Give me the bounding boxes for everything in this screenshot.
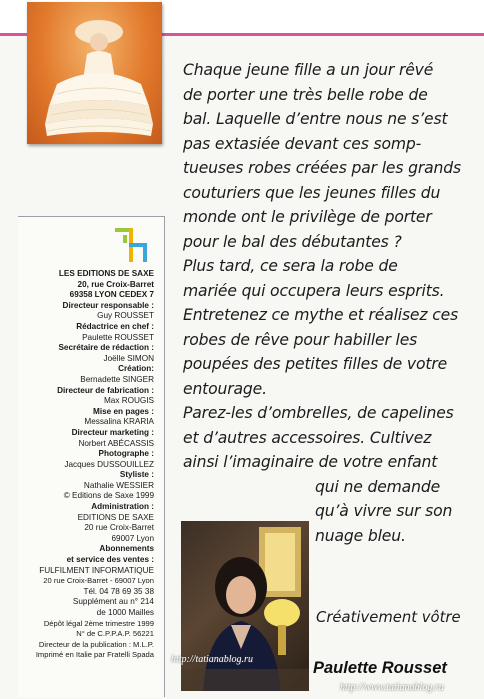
credit-person: Norbert ABÉCASSIS [78,438,154,448]
supplement-1: Supplément au n° 214 [72,597,154,607]
publisher-credits [20,269,154,661]
credit-person: Messalina KRARIA [84,417,154,427]
text-line: robes de rêve pour habiller les [183,330,418,349]
publisher-logo [113,225,149,265]
text-line: bal. Laquelle d’entre nous ne s’est [183,110,448,128]
legal-2: N° de C.P.P.A.P. 56221 [76,629,154,639]
credit-person: Nathalie WESSIER [83,480,154,490]
copyright: © Editions de Saxe 1999 [63,491,154,501]
credit-role: Directeur marketing : [71,427,154,437]
credit-person: Guy ROUSSET [97,311,154,321]
text-line: Chaque jeune fille a un jour rêvé [183,61,434,79]
author-name: Paulette Rousset [313,659,447,677]
credit-role: Directeur responsable : [62,300,154,310]
legal-1: Dépôt légal 2ème trimestre 1999 [43,618,154,628]
admin-address-1: 20 rue Croix-Barret [84,523,154,533]
text-line: pas extasiée devant ces somp- [183,134,422,153]
editorial-text [183,58,475,548]
sales-address: 20 rue Croix-Barret - 69007 Lyon [43,576,154,586]
text-line: Parez-les d’ombrelles, de capelines [183,404,454,422]
admin-name: EDITIONS DE SAXE [77,512,154,522]
credit-role: Secrétaire de rédaction : [58,343,154,353]
text-line: qu’à vivre sur son [315,502,453,520]
doll-illustration [27,2,162,144]
credit-role: Mise en pages : [93,406,154,416]
credit-role: Styliste : [119,470,154,480]
closing-line: Créativement vôtre [316,609,461,626]
text-line: entourage. [183,379,267,398]
watermark-left: http://tatianablog.ru [171,654,253,665]
text-line: monde ont le privilège de porter [183,208,432,226]
text-line: de porter une très belle robe de [183,85,428,104]
author-portrait [181,521,309,691]
text-line: ainsi l’imaginaire de votre enfant [183,453,438,471]
text-line: qui ne demande [315,477,441,496]
publisher-address-1: 20, rue Croix-Barret [77,279,154,289]
sales-label-1: Abonnements [99,544,154,554]
text-line: Entretenez ce mythe et réalisez ces [183,306,459,324]
supplement-2: de 1000 Mailles [96,608,154,617]
text-line: mariée qui occupera leurs esprits. [183,281,445,300]
phone: Tél. 04 78 69 35 38 [83,586,154,596]
sales-name: FULFILMENT INFORMATIQUE [39,565,154,575]
admin-address-2: 69007 Lyon [111,533,154,543]
credit-person: Jacques DUSSOUILLEZ [64,459,154,469]
text-line: tueuses robes créées par les grands [183,159,461,177]
text-line: nuage bleu. [315,526,406,545]
admin-label: Administration : [91,502,154,512]
credit-role: Création: [118,364,154,374]
publisher-name: LES EDITIONS DE SAXE [58,269,154,278]
publisher-address-2: 69358 LYON CEDEX 7 [69,290,154,300]
text-line: couturiers que les jeunes filles du [183,183,441,202]
credit-role: Photographe : [98,449,154,459]
credit-role: Directeur de fabrication : [57,385,154,395]
text-line: pour le bal des débutantes ? [183,232,402,251]
portrait-illustration [181,521,309,691]
credit-person: Joëlle SIMON [103,353,154,363]
text-line: Plus tard, ce sera la robe de [183,257,398,275]
text-line: poupées des petites filles de votre [183,355,448,373]
watermark-right: http://www.tatianablog.ru [340,682,444,693]
doll-photo [27,2,162,144]
credit-person: Paulette ROUSSET [82,332,154,342]
legal-3: Directeur de la publication : M.L.P. [38,639,154,649]
credit-role: Rédactrice en chef : [76,321,154,331]
credit-person: Max ROUGIS [103,396,154,406]
sales-label-2: et service des ventes : [66,555,154,565]
credit-person: Bernadette SINGER [80,374,154,384]
text-line: et d’autres accessoires. Cultivez [183,428,432,447]
printer: Imprimé en Italie par Fratelli Spada [35,650,154,660]
